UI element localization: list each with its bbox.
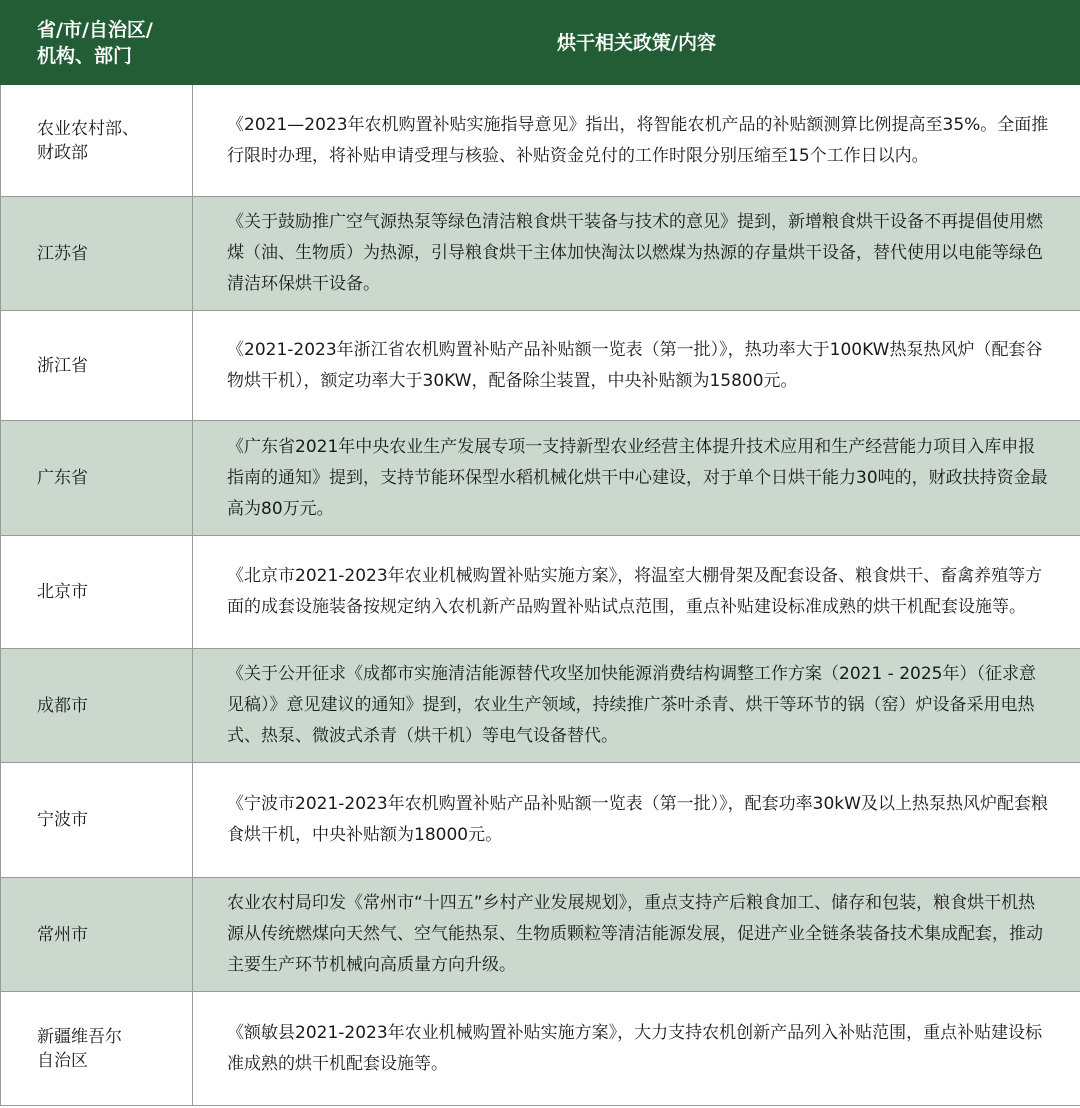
policy-cell: 《宁波市2021-2023年农机购置补贴产品补贴额一览表（第一批）》，配套功率30kW及以上热泵热风炉配套粮食烘干机，中央补贴额为18000元。 — [193, 763, 1080, 878]
table-row — [1, 763, 1080, 878]
table-row — [1, 311, 1080, 421]
policy-cell: 《北京市2021-2023年农业机械购置补贴实施方案》，将温室大棚骨架及配套设备、粮食烘干、畜禽养殖等方面的成套设施装备按规定纳入农机新产品购置补贴试点范围，重点补贴建设标准成熟的烘干机配套设施等。 — [193, 536, 1080, 649]
header-policy-content: 烘干相关政策/内容 — [193, 1, 1080, 85]
policy-cell: 《额敏县2021-2023年农业机械购置补贴实施方案》，大力支持农机创新产品列入补贴范围，重点补贴建设标准成熟的烘干机配套设施等。 — [193, 992, 1080, 1106]
region-cell: 浙江省 — [1, 311, 193, 421]
region-cell: 成都市 — [1, 649, 193, 763]
header-row — [1, 1, 1080, 85]
policy-cell: 《2021-2023年浙江省农机购置补贴产品补贴额一览表（第一批）》，热功率大于100KW热泵热风炉（配套谷物烘干机），额定功率大于30KW，配备除尘装置，中央补贴额为15800元。 — [193, 311, 1080, 421]
table-header — [1, 1, 1080, 85]
region-cell: 广东省 — [1, 421, 193, 536]
region-cell: 新疆维吾尔 自治区 — [1, 992, 193, 1106]
table-row — [1, 197, 1080, 311]
region-cell: 北京市 — [1, 536, 193, 649]
region-cell: 常州市 — [1, 878, 193, 992]
policy-cell: 农业农村局印发《常州市“十四五”乡村产业发展规划》，重点支持产后粮食加工、储存和包装，粮食烘干机热源从传统燃煤向天然气、空气能热泵、生物质颗粒等清洁能源发展，促进产业全链条装备技术集成配套，推动主要生产环节机械向高质量方向升级。 — [193, 878, 1080, 992]
table-row — [1, 536, 1080, 649]
region-cell: 宁波市 — [1, 763, 193, 878]
table-row — [1, 992, 1080, 1106]
table-row — [1, 878, 1080, 992]
region-cell: 农业农村部、 财政部 — [1, 85, 193, 197]
table-body — [1, 85, 1080, 1106]
table-row — [1, 649, 1080, 763]
policy-cell: 《2021—2023年农机购置补贴实施指导意见》指出，将智能农机产品的补贴额测算比例提高至35%。全面推行限时办理，将补贴申请受理与核验、补贴资金兑付的工作时限分别压缩至15个工作日以内。 — [193, 85, 1080, 197]
table-row — [1, 85, 1080, 197]
policy-cell: 《关于鼓励推广空气源热泵等绿色清洁粮食烘干装备与技术的意见》提到，新增粮食烘干设备不再提倡使用燃煤（油、生物质）为热源，引导粮食烘干主体加快淘汰以燃煤为热源的存量烘干设备，替代使用以电能等绿色清洁环保烘干设备。 — [193, 197, 1080, 311]
table-row — [1, 421, 1080, 536]
policy-cell: 《广东省2021年中央农业生产发展专项一支持新型农业经营主体提升技术应用和生产经营能力项目入库申报指南的通知》提到，支持节能环保型水稻机械化烘干中心建设，对于单个日烘干能力30吨的，财政扶持资金最高为80万元。 — [193, 421, 1080, 536]
policy-cell: 《关于公开征求《成都市实施清洁能源替代攻坚加快能源消费结构调整工作方案（2021 - 2025年）（征求意见稿）》意见建议的通知》提到，农业生产领域，持续推广茶叶杀青、烘干等环节的锅（窑）炉设备采用电热式、热泵、微波式杀青（烘干机）等电气设备替代。 — [193, 649, 1080, 763]
header-region: 省/市/自治区/ 机构、部门 — [1, 1, 193, 85]
region-cell: 江苏省 — [1, 197, 193, 311]
